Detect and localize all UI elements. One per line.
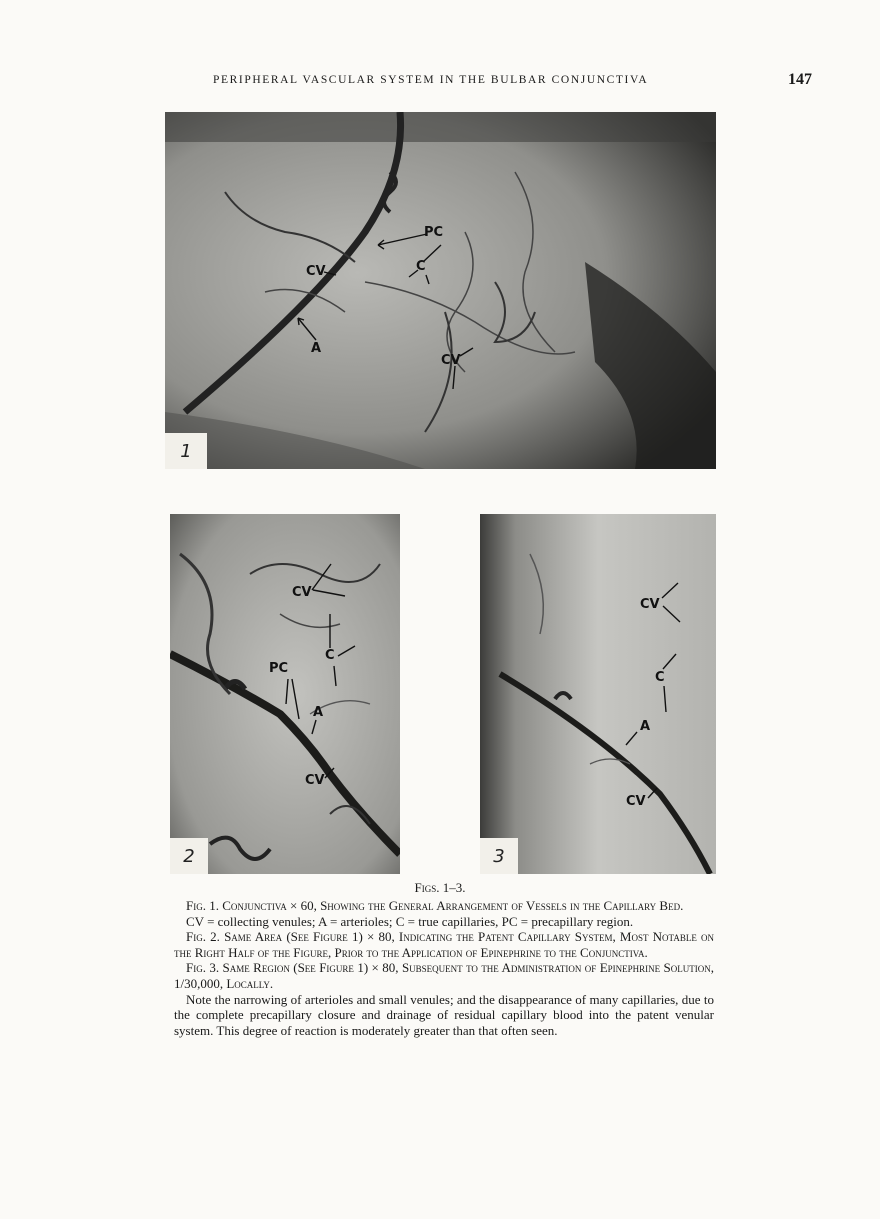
figure-3 xyxy=(480,514,716,874)
label-pc: PC xyxy=(424,225,444,240)
caption-fig-3 xyxy=(174,960,714,991)
caption-fig-2-label: Fig. 2. xyxy=(186,929,220,945)
figure-2 xyxy=(170,514,400,874)
label-cv-1: CV xyxy=(306,264,326,279)
label-c: C xyxy=(655,670,665,685)
figure-2-micrograph xyxy=(170,514,400,874)
label-cv-2: CV xyxy=(305,773,325,788)
caption-fig-1-label: Fig. 1. xyxy=(186,898,219,913)
caption-fig-3-label: Fig. 3. xyxy=(186,960,220,976)
figure-1-number: 1 xyxy=(165,433,207,469)
caption-fig-2 xyxy=(174,929,714,960)
caption-fig-1 xyxy=(174,898,714,914)
figure-3-number: 3 xyxy=(480,838,518,874)
label-c: C xyxy=(325,648,335,663)
label-a: A xyxy=(313,705,324,720)
label-a: A xyxy=(311,341,322,356)
running-header xyxy=(0,71,880,94)
figure-captions xyxy=(174,898,714,1038)
label-c: C xyxy=(416,259,426,274)
label-a: A xyxy=(640,719,651,734)
running-title: PERIPHERAL VASCULAR SYSTEM IN THE BULBAR CONJUNCTIVA xyxy=(213,74,649,86)
caption-note: Note the narrowing of arterioles and small venules; and the disappearance of many capillaries, due to the complete precapillary closure and drainage of residual capillary blood into the patent venular system. This degree of reaction is moderately greater than that often seen. xyxy=(174,991,714,1038)
figure-2-number: 2 xyxy=(170,838,208,874)
figure-3-micrograph xyxy=(480,514,716,874)
caption-legend: CV = collecting venules; A = arterioles; C = true capillaries, PC = precapillary region. xyxy=(186,913,634,929)
label-pc: PC xyxy=(269,661,289,676)
figures-title: Figs. 1–3. xyxy=(414,880,466,895)
label-cv-2: CV xyxy=(441,353,461,368)
caption-fig-3-title: Same Region (See Figure 1) × 80, Subsequent to the Administration of Epinephrine Solution, 1/30,000, Locally. xyxy=(174,960,715,991)
figure-1 xyxy=(165,112,716,469)
page-number: 147 xyxy=(788,71,812,88)
caption-fig-2-title: Same Area (See Figure 1) × 80, Indicating the Patent Capillary System, Most Notable on the Right Half of the Figure, Prior to the Application of Epinephrine to the Conjunctiva. xyxy=(174,929,714,960)
figure-1-micrograph xyxy=(165,112,716,469)
label-cv-1: CV xyxy=(292,585,312,600)
label-cv-2: CV xyxy=(626,794,646,809)
label-cv-1: CV xyxy=(640,597,660,612)
caption-fig-1-title: Conjunctiva × 60, Showing the General Arrangement of Vessels in the Capillary Bed. xyxy=(222,898,684,913)
